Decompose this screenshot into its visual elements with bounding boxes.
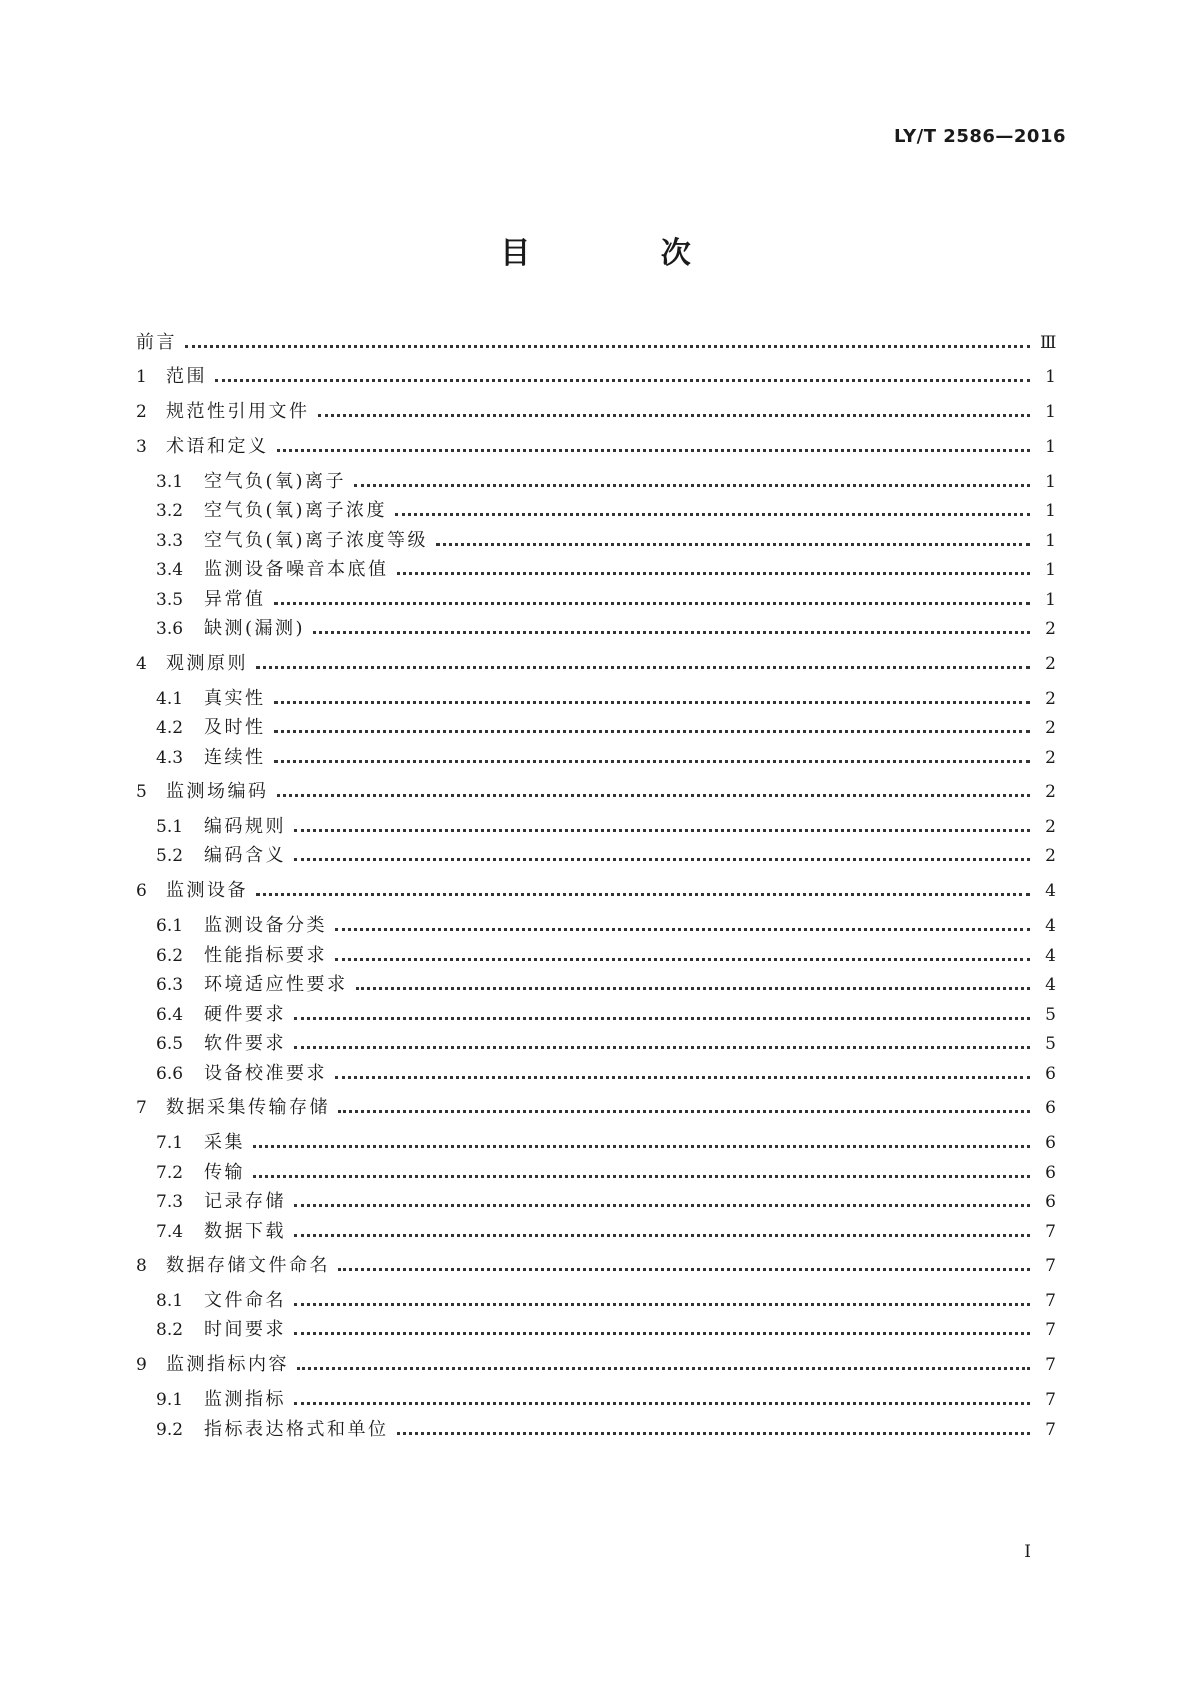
toc-entry-page: 1: [1045, 560, 1056, 580]
toc-entry-title: 范围: [166, 366, 207, 387]
toc-entry[interactable]: [136, 1352, 1056, 1378]
toc-entry[interactable]: [136, 651, 1056, 677]
toc-entry-title: 空气负(氧)离子浓度: [204, 500, 388, 521]
toc-entry-number: 5: [136, 782, 147, 802]
toc-dot-leader: [294, 1303, 1030, 1306]
toc-entry-title: 硬件要求: [204, 1004, 286, 1025]
toc-entry-page: 6: [1045, 1163, 1056, 1183]
toc-entry-page: 6: [1045, 1192, 1056, 1212]
toc-entry-page: 2: [1045, 748, 1056, 768]
toc-entry-title: 监测场编码: [166, 781, 269, 802]
toc-entry-number: 6.6: [156, 1064, 184, 1084]
toc-dot-leader: [335, 958, 1030, 961]
toc-entry[interactable]: [136, 1095, 1056, 1121]
toc-dot-leader: [256, 666, 1030, 669]
toc-entry[interactable]: [156, 1219, 1056, 1245]
toc-entry-page: 2: [1045, 689, 1056, 709]
toc-entry-number: 1: [136, 367, 147, 387]
toc-entry-page: 7: [1045, 1320, 1056, 1340]
toc-dot-leader: [397, 1432, 1031, 1435]
toc-entry-number: 9.1: [156, 1390, 184, 1410]
toc-entry[interactable]: [136, 878, 1056, 904]
toc-entry[interactable]: [156, 528, 1056, 554]
toc-entry-page: 1: [1045, 437, 1056, 457]
toc-dot-leader: [356, 987, 1031, 990]
toc-entry[interactable]: [136, 779, 1056, 805]
toc-entry-title: 时间要求: [204, 1319, 286, 1340]
toc-entry[interactable]: [136, 434, 1056, 460]
toc-entry-page: 7: [1045, 1256, 1056, 1276]
toc-entry-number: 3.3: [156, 531, 184, 551]
toc-entry-page: 2: [1045, 782, 1056, 802]
toc-entry-page: 7: [1045, 1390, 1056, 1410]
toc-entry-page: 1: [1045, 531, 1056, 551]
toc-entry-title: 监测设备分类: [204, 915, 327, 936]
toc-dot-leader: [294, 1234, 1030, 1237]
toc-entry-number: 3.6: [156, 619, 184, 639]
toc-entry-title: 术语和定义: [166, 436, 269, 457]
toc-entry[interactable]: [156, 814, 1056, 840]
toc-entry-title: 空气负(氧)离子浓度等级: [204, 530, 429, 551]
toc-entry-title: 采集: [204, 1132, 245, 1153]
toc-entry-page: 1: [1045, 402, 1056, 422]
toc-entry-page: 7: [1045, 1355, 1056, 1375]
toc-entry-number: 6.2: [156, 946, 184, 966]
toc-entry-title: 数据存储文件命名: [166, 1255, 330, 1276]
toc-dot-leader: [318, 414, 1031, 417]
toc-entry-page: 1: [1045, 472, 1056, 492]
toc-entry-title: 前言: [136, 332, 177, 353]
toc-entry[interactable]: [156, 972, 1056, 998]
toc-entry-page: 4: [1045, 975, 1056, 995]
toc-entry-title: 性能指标要求: [204, 945, 327, 966]
toc-entry[interactable]: [156, 557, 1056, 583]
toc-dot-leader: [294, 829, 1030, 832]
toc-entry-page: 2: [1045, 846, 1056, 866]
toc-entry-number: 3.2: [156, 501, 184, 521]
toc-dot-leader: [313, 631, 1030, 634]
toc-entry-title: 编码规则: [204, 816, 286, 837]
toc-entry[interactable]: [156, 1130, 1056, 1156]
toc-entry-number: 8: [136, 1256, 147, 1276]
toc-entry-page: 7: [1045, 1222, 1056, 1242]
toc-entry[interactable]: [156, 1189, 1056, 1215]
toc-dot-leader: [274, 602, 1031, 605]
toc-entry-number: 7: [136, 1098, 147, 1118]
toc-entry[interactable]: [156, 1288, 1056, 1314]
toc-entry[interactable]: [156, 1160, 1056, 1186]
toc-entry-title: 真实性: [204, 688, 266, 709]
toc-entry-page: 7: [1045, 1420, 1056, 1440]
toc-entry-page: 2: [1045, 654, 1056, 674]
toc-entry-number: 3.4: [156, 560, 184, 580]
toc-title: 目 次: [500, 236, 751, 271]
toc-entry-title: 空气负(氧)离子: [204, 471, 347, 492]
toc-entry-title: 监测设备: [166, 880, 248, 901]
toc-entry-page: 5: [1045, 1034, 1056, 1054]
toc-dot-leader: [294, 1402, 1030, 1405]
toc-dot-leader: [253, 1175, 1030, 1178]
toc-entry[interactable]: [156, 1031, 1056, 1057]
toc-entry-number: 8.2: [156, 1320, 184, 1340]
toc-entry-title: 及时性: [204, 717, 266, 738]
toc-entry[interactable]: [156, 913, 1056, 939]
toc-entry[interactable]: [156, 686, 1056, 712]
toc-entry-title: 编码含义: [204, 845, 286, 866]
page-number: I: [1024, 1542, 1031, 1562]
toc-entry[interactable]: [156, 616, 1056, 642]
toc-entry-number: 3: [136, 437, 147, 457]
toc-entry-title: 记录存储: [204, 1191, 286, 1212]
toc-entry-page: 2: [1045, 817, 1056, 837]
toc-entry-number: 4.2: [156, 718, 184, 738]
toc-entry[interactable]: [156, 1317, 1056, 1343]
toc-entry-number: 8.1: [156, 1291, 184, 1311]
toc-dot-leader: [185, 345, 1030, 348]
toc-entry-page: 1: [1045, 590, 1056, 610]
toc-dot-leader: [436, 543, 1030, 546]
toc-entry-number: 3.5: [156, 590, 184, 610]
toc-entry-number: 9: [136, 1355, 147, 1375]
toc-entry-number: 7.3: [156, 1192, 184, 1212]
toc-dot-leader: [294, 1204, 1030, 1207]
toc-entry-page: 6: [1045, 1098, 1056, 1118]
toc-entry-number: 5.1: [156, 817, 184, 837]
toc-dot-leader: [256, 893, 1030, 896]
toc-entry-title: 传输: [204, 1162, 245, 1183]
toc-dot-leader: [338, 1110, 1030, 1113]
toc-entry-number: 7.1: [156, 1133, 184, 1153]
toc-entry-title: 监测设备噪音本底值: [204, 559, 389, 580]
toc-entry-title: 指标表达格式和单位: [204, 1419, 389, 1440]
toc-entry-page: 2: [1045, 718, 1056, 738]
toc-entry-title: 缺测(漏测): [204, 618, 306, 639]
toc-entry-number: 6.1: [156, 916, 184, 936]
toc-entry[interactable]: [136, 364, 1056, 390]
toc-entry-title: 连续性: [204, 747, 266, 768]
toc-entry-page: 2: [1045, 619, 1056, 639]
toc-entry-title: 文件命名: [204, 1290, 286, 1311]
toc-entry-title: 软件要求: [204, 1033, 286, 1054]
toc-entry-title: 数据下载: [204, 1221, 286, 1242]
toc-entry-number: 6.3: [156, 975, 184, 995]
toc-entry-page: 1: [1045, 501, 1056, 521]
toc-dot-leader: [274, 730, 1031, 733]
toc-entry-title: 规范性引用文件: [166, 401, 310, 422]
toc-entry-page: 6: [1045, 1133, 1056, 1153]
toc-entry[interactable]: [156, 469, 1056, 495]
toc-entry-number: 7.4: [156, 1222, 184, 1242]
toc-entry[interactable]: [136, 1253, 1056, 1279]
toc-entry-number: 7.2: [156, 1163, 184, 1183]
toc-entry[interactable]: [156, 1061, 1056, 1087]
toc-entry-page: 4: [1045, 916, 1056, 936]
toc-dot-leader: [297, 1367, 1030, 1370]
toc-dot-leader: [277, 794, 1031, 797]
toc-entry-page: 7: [1045, 1291, 1056, 1311]
toc-dot-leader: [335, 1076, 1030, 1079]
toc-entry-page: 1: [1045, 367, 1056, 387]
toc-dot-leader: [294, 1332, 1030, 1335]
toc-entry-number: 6.4: [156, 1005, 184, 1025]
toc-dot-leader: [294, 1017, 1030, 1020]
toc-entry-page: Ⅲ: [1040, 333, 1057, 353]
toc-entry-title: 数据采集传输存储: [166, 1097, 330, 1118]
toc-dot-leader: [335, 928, 1030, 931]
toc-dot-leader: [253, 1145, 1030, 1148]
toc-entry[interactable]: [156, 1002, 1056, 1028]
toc-entry-page: 6: [1045, 1064, 1056, 1084]
toc-entry-number: 6: [136, 881, 147, 901]
toc-entry-title: 监测指标: [204, 1389, 286, 1410]
toc-dot-leader: [215, 379, 1030, 382]
toc-entry-page: 4: [1045, 881, 1056, 901]
toc-entry[interactable]: [156, 943, 1056, 969]
toc-dot-leader: [274, 701, 1031, 704]
toc-dot-leader: [354, 484, 1030, 487]
toc-entry-title: 观测原则: [166, 653, 248, 674]
toc-dot-leader: [277, 449, 1031, 452]
toc-entry-title: 环境适应性要求: [204, 974, 348, 995]
toc-entry[interactable]: [156, 1417, 1056, 1443]
toc-entry-number: 5.2: [156, 846, 184, 866]
toc-entry-title: 异常值: [204, 589, 266, 610]
toc-dot-leader: [274, 760, 1031, 763]
toc-entry[interactable]: [156, 715, 1056, 741]
toc-entry-number: 4.3: [156, 748, 184, 768]
toc-entry[interactable]: [136, 399, 1056, 425]
toc-dot-leader: [397, 572, 1031, 575]
toc-entry-page: 5: [1045, 1005, 1056, 1025]
toc-entry[interactable]: [156, 745, 1056, 771]
toc-entry[interactable]: [156, 843, 1056, 869]
toc-entry-page: 4: [1045, 946, 1056, 966]
toc-entry[interactable]: [136, 330, 1056, 356]
toc-dot-leader: [338, 1268, 1030, 1271]
toc-entry-number: 3.1: [156, 472, 184, 492]
toc-entry-number: 6.5: [156, 1034, 184, 1054]
toc-entry[interactable]: [156, 1387, 1056, 1413]
toc-entry-number: 9.2: [156, 1420, 184, 1440]
toc-entry[interactable]: [156, 587, 1056, 613]
toc-dot-leader: [294, 858, 1030, 861]
toc-entry-number: 2: [136, 402, 147, 422]
toc-dot-leader: [294, 1046, 1030, 1049]
toc-entry-title: 监测指标内容: [166, 1354, 289, 1375]
toc-entry-number: 4: [136, 654, 147, 674]
toc-entry-number: 4.1: [156, 689, 184, 709]
standard-code: LY/T 2586—2016: [893, 126, 1066, 147]
toc-entry[interactable]: [156, 498, 1056, 524]
toc-entry-title: 设备校准要求: [204, 1063, 327, 1084]
toc-dot-leader: [395, 513, 1030, 516]
